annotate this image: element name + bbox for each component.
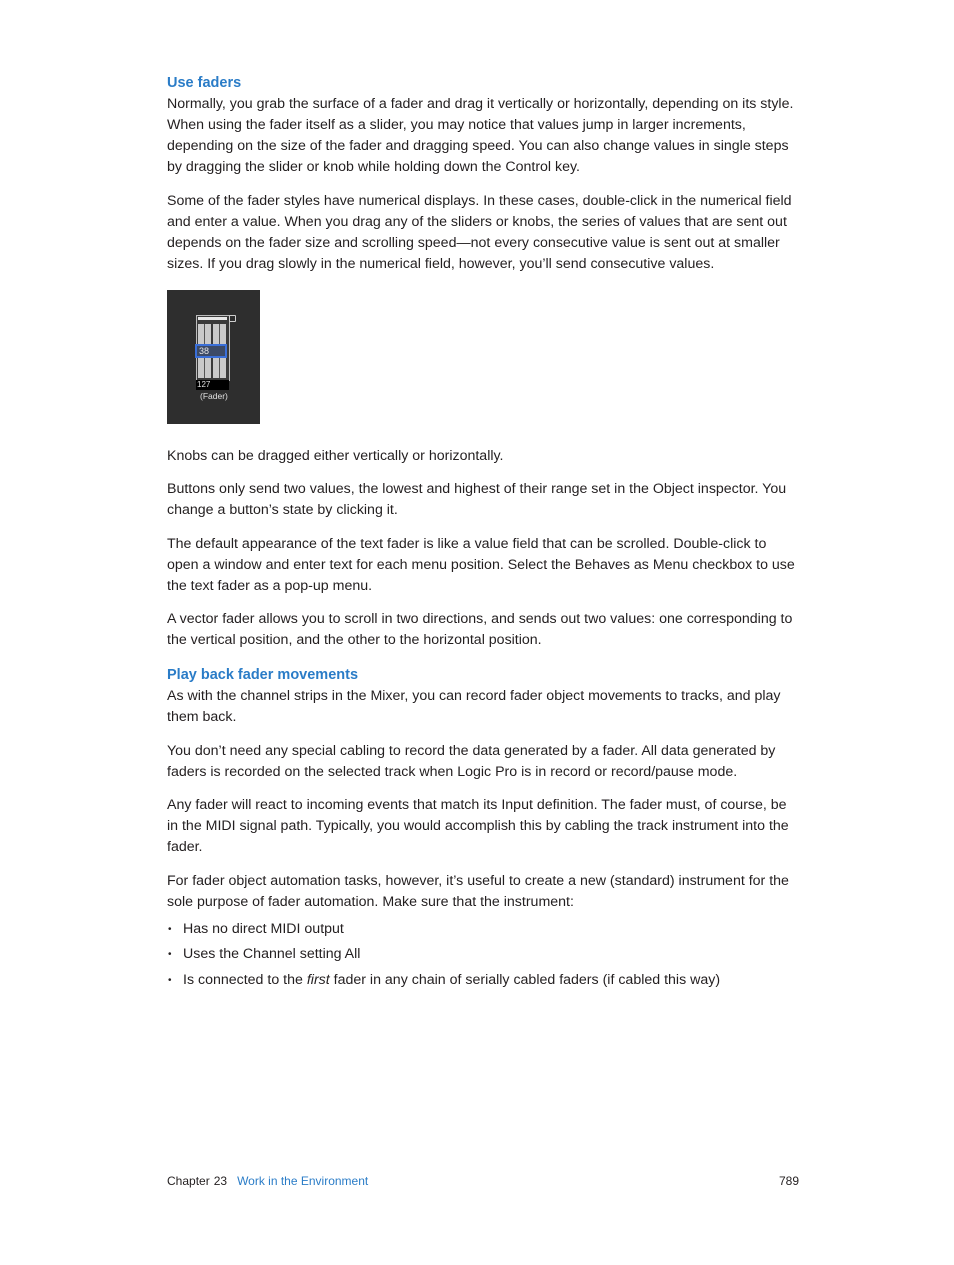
paragraph: Buttons only send two values, the lowest and highest of their range set in the Object inspector. You change a button’s state by clicking it. — [167, 481, 787, 518]
bullet-icon: • — [168, 974, 172, 986]
page-footer — [167, 1173, 799, 1189]
fader-caption: (Fader) — [200, 390, 228, 401]
fader-corner-icon — [229, 315, 236, 322]
list-item-text: Uses the Channel setting All — [183, 946, 361, 962]
list-item-text: Has no direct MIDI output — [183, 920, 344, 937]
footer-chapter-number: 23 — [213, 1174, 228, 1188]
fader-value-field: 38 — [195, 344, 227, 358]
paragraph: A vector fader allows you to scroll in two directions, and sends out two values: one corresponding to the vertical position, and the other to the horizontal position. — [167, 611, 793, 648]
paragraph: Normally, you grab the surface of a fader and drag it vertically or horizontally, depending on its style. When using the fader itself as a slider, you may notice that values jump in larger increments, depending on the size of the fader and dragging speed. You can also change values in single steps by dragging the slider or knob while holding down the Control key. — [167, 96, 794, 175]
paragraph: Some of the fader styles have numerical displays. In these cases, double-click in the numerical field and enter a value. When you drag any of the sliders or knobs, the series of values that are sent out depends on the fader size and scrolling speed—not every consecutive value is sent out at smaller sizes. If you drag slowly in the numerical field, however, you’ll send consecutive values. — [167, 192, 792, 272]
fader-figure — [167, 290, 260, 424]
fader-max-label: 127 — [196, 380, 229, 390]
footer-chapter-title-link[interactable]: Work in the Environment — [237, 1174, 369, 1188]
paragraph: For fader object automation tasks, however, it’s useful to create a new (standard) instrument for the sole purpose of fader automation. Make sure that the instrument: — [167, 872, 789, 910]
bullet-icon: • — [168, 949, 172, 960]
paragraph: Any fader will react to incoming events that match its Input definition. The fader must, of course, be in the MIDI signal path. Typically, you would accomplish this by cabling the track instrument into the fader. — [167, 797, 789, 855]
list-item — [167, 919, 801, 940]
bullet-list — [167, 919, 801, 991]
footer-chapter-label: Chapter — [167, 1174, 210, 1188]
section-heading-play-back-fader-movements: Play back fader movements — [167, 667, 359, 683]
paragraph: The default appearance of the text fader is like a value field that can be scrolled. Double-click to open a window and enter text for each menu position. Select the Behaves as Menu checkbox to use the text fader as a pop-up menu. — [167, 535, 795, 594]
paragraph: Knobs can be dragged either vertically or horizontally. — [167, 447, 504, 464]
list-item — [167, 970, 801, 991]
emphasis-text: first — [306, 971, 330, 988]
paragraph: You don’t need any special cabling to record the data generated by a fader. All data generated by faders is recorded on the selected track when Logic Pro is in record or record/pause mode. — [167, 742, 776, 780]
list-item — [167, 944, 801, 965]
footer-page-number: 789 — [778, 1174, 799, 1188]
fader-top-bar — [198, 317, 227, 320]
section-heading-use-faders: Use faders — [167, 75, 242, 91]
paragraph: As with the channel strips in the Mixer, you can record fader object movements to tracks, and play them back. — [167, 688, 781, 725]
bullet-icon: • — [168, 923, 172, 935]
list-item-text: Is connected to the first fader in any chain of serially cabled faders (if cabled this way) — [183, 971, 721, 988]
page-content — [167, 73, 801, 995]
